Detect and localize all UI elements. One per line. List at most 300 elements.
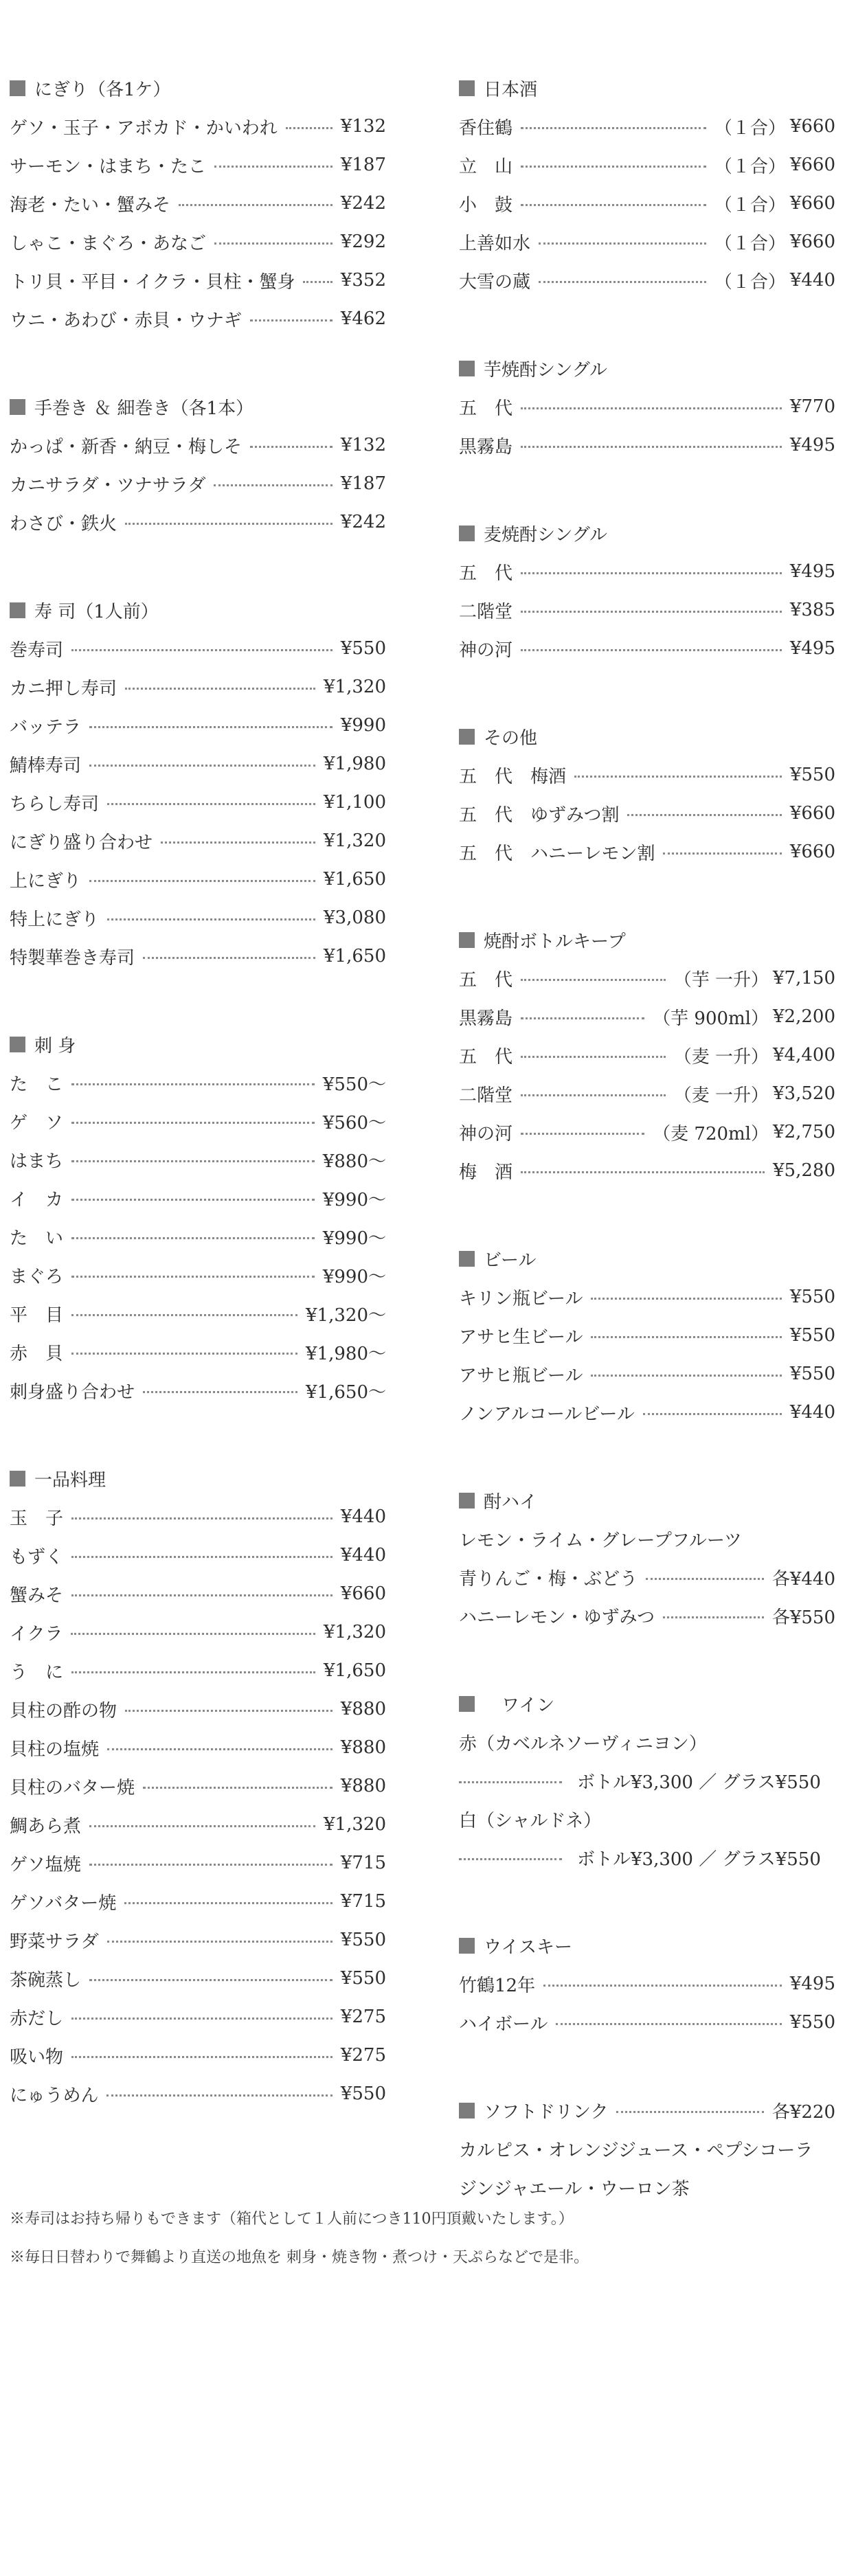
item-name: にゅうめん	[10, 2085, 99, 2106]
menu-item	[10, 668, 386, 706]
menu-item	[459, 1036, 835, 1074]
item-name: ハイボール	[459, 2013, 548, 2035]
menu-item	[10, 822, 386, 860]
section-header	[10, 69, 386, 107]
item-price: ¥1,320	[324, 831, 386, 851]
item-price: ¥560～	[322, 1112, 386, 1133]
item-price: ¥660	[789, 841, 835, 862]
menu-food-column	[10, 69, 386, 2162]
dot-leader	[521, 204, 706, 206]
menu-item	[10, 1498, 386, 1536]
item-name: しゃこ・まぐろ・あなご	[10, 233, 207, 254]
item-detail: （１合）	[714, 233, 786, 254]
menu-item	[459, 1393, 835, 1432]
menu-item	[10, 1921, 386, 1959]
item-name: 鯖棒寿司	[10, 755, 82, 776]
item-name: 神の河	[459, 1123, 513, 1144]
item-price: ¥440	[789, 1402, 835, 1423]
dot-leader	[214, 484, 332, 486]
menu-item	[459, 223, 835, 261]
dot-leader	[459, 1858, 562, 1860]
section-header	[459, 2091, 835, 2129]
item-price: ¥187	[340, 155, 386, 175]
section-header	[459, 717, 835, 756]
item-name: イクラ	[10, 1623, 63, 1645]
dot-leader	[556, 2023, 781, 2025]
section-title: その他	[484, 727, 538, 749]
note-daily-fish: ※毎日日替わりで舞鶴より直送の地魚を 刺身・焼き物・煮つけ・天ぷらなどで是非。	[10, 2248, 589, 2266]
item-detail: （１合）	[714, 194, 786, 216]
dot-leader	[663, 852, 781, 855]
dot-leader	[521, 1017, 644, 1019]
section-title: 寿 司（1人前）	[34, 601, 159, 622]
item-price: ¥660	[789, 803, 835, 824]
item-name: にぎり盛り合わせ	[10, 832, 153, 853]
section-header	[459, 1684, 835, 1723]
item-price: ¥440	[340, 1506, 386, 1527]
menu-section	[459, 1239, 835, 1432]
dot-leader	[616, 2111, 763, 2113]
item-price: ¥495	[789, 638, 835, 659]
dot-leader	[125, 688, 315, 690]
dot-leader	[250, 446, 333, 448]
menu-section	[10, 1459, 386, 2113]
item-detail: （芋 900ml）	[653, 1008, 769, 1029]
square-bullet-icon	[10, 1471, 25, 1487]
item-price: ¥550	[340, 1930, 386, 1950]
square-bullet-icon	[10, 602, 25, 618]
item-price: ¥495	[789, 435, 835, 455]
menu-section	[459, 920, 835, 1190]
item-detail: （麦 720ml）	[653, 1123, 769, 1144]
menu-item	[459, 1723, 835, 1761]
menu-item	[459, 591, 835, 629]
item-name: ちらし寿司	[10, 793, 100, 815]
menu-item	[10, 1179, 386, 1217]
item-name: 五 代 ゆずみつ割	[459, 804, 620, 826]
dot-leader	[125, 523, 333, 525]
item-price: ¥1,320	[324, 677, 386, 697]
menu-section	[459, 2091, 835, 2206]
dot-leader	[107, 803, 315, 805]
menu-item	[459, 1519, 835, 1558]
menu-item	[10, 1217, 386, 1256]
menu-item	[459, 1558, 835, 1596]
menu-item	[459, 426, 835, 464]
dot-leader	[521, 572, 782, 574]
dot-leader	[214, 242, 333, 245]
item-price: ¥1,320	[324, 1814, 386, 1835]
menu-item	[459, 833, 835, 871]
square-bullet-icon	[459, 80, 475, 96]
menu-section	[10, 387, 386, 541]
item-price: ¥3,520	[773, 1083, 835, 1104]
item-price: ¥1,650	[324, 869, 386, 890]
menu-item	[459, 1800, 835, 1838]
dot-leader	[286, 127, 333, 129]
square-bullet-icon	[459, 1696, 475, 1712]
item-name: 野菜サラダ	[10, 1931, 99, 1952]
dot-leader	[521, 1133, 644, 1135]
section-title: ソフトドリンク	[484, 2101, 609, 2123]
item-name: 刺身盛り合わせ	[10, 1381, 135, 1403]
square-bullet-icon	[10, 80, 25, 96]
dot-leader	[627, 814, 781, 816]
menu-item	[459, 1355, 835, 1393]
item-name: わさび・鉄火	[10, 513, 117, 534]
menu-item	[459, 1074, 835, 1113]
item-name: ゲソ・玉子・アボカド・かいわれ	[10, 117, 278, 139]
item-name: 蟹みそ	[10, 1585, 64, 1606]
item-name: 神の河	[459, 640, 513, 661]
dot-leader	[71, 1276, 315, 1278]
dot-leader	[543, 1985, 782, 1987]
item-name: た い	[10, 1228, 64, 1249]
menu-section	[10, 1025, 386, 1410]
menu-item	[10, 1690, 386, 1728]
dot-leader	[71, 1353, 297, 1355]
item-price: ¥550	[340, 1968, 386, 1989]
item-name: 小 鼓	[459, 194, 513, 216]
menu-drinks-column	[459, 69, 835, 2256]
section-title: 焼酎ボトルキープ	[484, 931, 626, 952]
square-bullet-icon	[459, 932, 475, 948]
item-name: カニ押し寿司	[10, 678, 117, 699]
item-name: ジンジャエール・ウーロン茶	[459, 2178, 690, 2200]
item-price: ¥550	[340, 2083, 386, 2104]
item-price: ¥2,200	[773, 1006, 835, 1027]
menu-item	[459, 107, 835, 146]
item-price: ¥1,980	[324, 754, 386, 774]
item-name: 玉 子	[10, 1508, 64, 1529]
item-name: 茶碗蒸し	[10, 1969, 82, 1991]
item-name: 特製華巻き寿司	[10, 947, 135, 969]
dot-leader	[71, 2056, 333, 2058]
dot-leader	[250, 319, 333, 321]
menu-item	[459, 1278, 835, 1316]
menu-item	[459, 1965, 835, 2003]
item-name: バッテラ	[10, 716, 82, 738]
dot-leader	[161, 841, 315, 844]
item-name: 大雪の蔵	[459, 271, 531, 293]
section-title: ワイン	[484, 1695, 555, 1716]
item-price: ¥880～	[322, 1151, 386, 1172]
menu-section	[459, 1481, 835, 1635]
dot-leader	[89, 1825, 315, 1827]
item-name: 吸い物	[10, 2046, 64, 2068]
menu-item	[10, 745, 386, 783]
section-title: 日本酒	[484, 79, 538, 100]
dot-leader	[521, 979, 666, 981]
dot-leader	[143, 1787, 333, 1789]
dot-leader	[521, 1094, 666, 1096]
item-name: 二階堂	[459, 1085, 513, 1106]
item-price: ¥132	[340, 116, 386, 137]
menu-item	[459, 2129, 835, 2168]
dot-leader	[303, 281, 332, 283]
item-price: ¥550	[789, 1364, 835, 1384]
item-detail: （１合）	[714, 271, 786, 293]
item-name: 海老・たい・蟹みそ	[10, 194, 171, 216]
menu-item	[459, 146, 835, 184]
item-price: ¥550	[789, 765, 835, 785]
dot-leader	[107, 918, 315, 920]
item-price: ¥352	[340, 270, 386, 291]
item-price: ¥990～	[322, 1266, 386, 1287]
dot-leader	[521, 1171, 765, 1173]
menu-item	[10, 503, 386, 541]
item-price: ボトル¥3,300 ／ グラス¥550	[577, 1849, 821, 1870]
dot-leader	[71, 649, 333, 651]
item-price: ¥3,080	[324, 907, 386, 928]
item-name: 赤だし	[10, 2008, 64, 2029]
section-title: 一品料理	[34, 1469, 106, 1491]
dot-leader	[125, 1710, 333, 1712]
item-name: ゲソ塩焼	[10, 1854, 81, 1875]
item-name: 貝柱のバター焼	[10, 1777, 135, 1798]
item-price: ¥550	[789, 2012, 835, 2033]
section-header	[459, 1926, 835, 1965]
section-header	[10, 1459, 386, 1498]
item-name: ハニーレモン・ゆずみつ	[459, 1607, 655, 1628]
dot-leader	[124, 1902, 333, 1904]
item-price: ¥242	[340, 512, 386, 532]
item-price: ¥550	[789, 1287, 835, 1307]
section-title: ウイスキー	[484, 1936, 572, 1958]
dot-leader	[71, 1517, 333, 1519]
item-price: ¥990～	[322, 1228, 386, 1249]
item-price: ¥1,320～	[306, 1304, 386, 1326]
menu-item	[10, 1959, 386, 1998]
dot-leader	[71, 1237, 315, 1239]
dot-leader	[89, 1864, 333, 1866]
item-name: はまち	[10, 1151, 64, 1172]
item-price: ¥275	[340, 2007, 386, 2027]
menu-item	[459, 2003, 835, 2042]
section-title: 刺 身	[34, 1035, 76, 1057]
menu-item	[459, 997, 835, 1036]
menu-item	[459, 794, 835, 833]
section-title: 手巻き ＆ 細巻き（各1本）	[34, 398, 254, 419]
section-title: にぎり（各1ケ）	[34, 79, 171, 100]
menu-section	[10, 69, 386, 338]
square-bullet-icon	[459, 1251, 475, 1267]
item-name: 梅 酒	[459, 1162, 513, 1183]
dot-leader	[459, 1781, 562, 1783]
dot-leader	[89, 765, 315, 767]
item-name: 青りんご・梅・ぶどう	[459, 1568, 638, 1590]
item-price: ¥715	[340, 1853, 386, 1873]
menu-item	[10, 899, 386, 937]
menu-item	[10, 2075, 386, 2113]
item-price: ¥1,100	[324, 792, 386, 813]
square-bullet-icon	[459, 2103, 475, 2119]
item-name: ウニ・あわび・赤貝・ウナギ	[10, 310, 243, 331]
item-name: 香住鶴	[459, 117, 513, 139]
dot-leader	[646, 1578, 764, 1580]
item-price: ¥550	[340, 638, 386, 659]
section-header	[10, 591, 386, 629]
menu-item	[10, 300, 386, 338]
menu-item	[459, 387, 835, 426]
item-price: ¥462	[340, 308, 386, 329]
item-name: 貝柱の酢の物	[10, 1700, 117, 1721]
item-detail: （１合）	[714, 117, 786, 139]
item-price: ¥132	[340, 435, 386, 455]
item-price: ¥660	[789, 116, 835, 137]
menu-item	[10, 1613, 386, 1651]
menu-item	[10, 783, 386, 822]
item-name: 竹鶴12年	[459, 1975, 536, 1996]
menu-item	[459, 1596, 835, 1635]
dot-leader	[521, 611, 782, 613]
item-price: ¥880	[340, 1699, 386, 1719]
menu-item	[10, 1805, 386, 1844]
item-name: キリン瓶ビール	[459, 1288, 583, 1309]
item-price: ¥242	[340, 193, 386, 214]
item-price: ¥1,980～	[306, 1343, 386, 1364]
item-name: 鯛あら煮	[10, 1816, 82, 1837]
item-name: 五 代	[459, 1046, 513, 1067]
section-header	[459, 1239, 835, 1278]
menu-item	[10, 1728, 386, 1767]
item-price: 各¥440	[771, 1568, 835, 1590]
item-name: ノンアルコールビール	[459, 1403, 635, 1425]
item-price: ¥187	[340, 473, 386, 494]
menu-section	[459, 1684, 835, 1877]
menu-item	[10, 1102, 386, 1140]
item-name: サーモン・はまち・たこ	[10, 156, 207, 177]
square-bullet-icon	[459, 526, 475, 541]
dot-leader	[539, 281, 706, 283]
menu-section	[459, 1926, 835, 2042]
item-price: ¥660	[340, 1583, 386, 1604]
item-name: 五 代 梅酒	[459, 766, 567, 787]
menu-item	[10, 426, 386, 464]
square-bullet-icon	[459, 729, 475, 745]
dot-leader	[71, 2018, 333, 2020]
item-price: ¥880	[340, 1776, 386, 1796]
dot-leader	[663, 1616, 764, 1618]
menu-item	[10, 706, 386, 745]
item-price: ¥770	[789, 396, 835, 417]
item-name: 五 代 ハニーレモン割	[459, 843, 655, 864]
item-price: ¥495	[789, 1974, 835, 1994]
item-name: た こ	[10, 1074, 64, 1095]
menu-section	[459, 349, 835, 464]
dot-leader	[107, 1748, 333, 1750]
item-name: イ カ	[10, 1189, 64, 1210]
item-name: ゲソバター焼	[10, 1893, 117, 1914]
item-name: う に	[10, 1662, 64, 1683]
section-header	[459, 349, 835, 387]
menu-item	[459, 1113, 835, 1151]
menu-item	[10, 1651, 386, 1690]
menu-item	[459, 629, 835, 668]
menu-item	[459, 184, 835, 223]
menu-item	[459, 756, 835, 794]
footer-notes	[10, 2198, 820, 2275]
dot-leader	[71, 1556, 333, 1558]
menu-item	[459, 1151, 835, 1190]
dot-leader	[643, 1413, 782, 1415]
menu-item	[10, 1998, 386, 2036]
item-name: かっぱ・新香・納豆・梅しそ	[10, 436, 243, 457]
square-bullet-icon	[459, 361, 475, 376]
item-name: 平 目	[10, 1304, 64, 1326]
item-price: ¥1,650	[324, 946, 386, 967]
item-name: もずく	[10, 1546, 64, 1568]
item-price: ¥440	[340, 1545, 386, 1566]
section-title: 酎ハイ	[484, 1491, 538, 1513]
item-name: カニサラダ・ツナサラダ	[10, 475, 206, 496]
dot-leader	[71, 1199, 315, 1201]
item-price: ¥275	[340, 2045, 386, 2066]
item-name: 上善如水	[459, 233, 531, 254]
menu-item	[10, 184, 386, 223]
dot-leader	[574, 776, 782, 778]
section-header	[10, 1025, 386, 1063]
dot-leader	[521, 649, 782, 651]
item-price: ¥1,320	[324, 1622, 386, 1642]
section-header	[10, 387, 386, 426]
item-name: 黒霧島	[459, 436, 513, 457]
menu-item	[459, 1838, 835, 1877]
item-price: ¥660	[789, 231, 835, 252]
dot-leader	[179, 204, 333, 206]
menu-item	[459, 959, 835, 997]
menu-item	[10, 2036, 386, 2075]
item-price: ¥1,650	[324, 1660, 386, 1681]
item-name: 五 代	[459, 563, 513, 584]
menu-section	[459, 69, 835, 300]
item-price: ¥990	[340, 715, 386, 736]
item-price: 各¥550	[771, 1607, 835, 1628]
item-name: 特上にぎり	[10, 909, 100, 930]
item-name: 二階堂	[459, 601, 513, 622]
dot-leader	[143, 957, 315, 959]
dot-leader	[71, 1160, 315, 1162]
menu-item	[10, 1256, 386, 1294]
menu-item	[10, 1536, 386, 1574]
section-header	[459, 69, 835, 107]
note-takeout: ※寿司はお持ち帰りもできます（箱代として１人前につき110円頂戴いたします。）	[10, 2210, 574, 2228]
menu-section	[10, 591, 386, 975]
item-name: カルピス・オレンジジュース・ペプシコーラ	[459, 2140, 813, 2161]
dot-leader	[521, 407, 782, 409]
item-detail: （麦 一升）	[673, 1085, 769, 1106]
square-bullet-icon	[459, 1493, 475, 1509]
item-price: ¥2,750	[773, 1122, 835, 1142]
dot-leader	[71, 1671, 315, 1673]
item-price: ¥660	[789, 193, 835, 214]
section-price: 各¥220	[771, 2101, 835, 2123]
item-price: ¥550	[789, 1325, 835, 1346]
menu-item	[459, 261, 835, 300]
section-header	[459, 1481, 835, 1519]
square-bullet-icon	[10, 399, 25, 415]
dot-leader	[214, 166, 333, 168]
menu-item	[459, 1761, 835, 1800]
dot-leader	[591, 1375, 781, 1377]
dot-leader	[71, 1314, 297, 1316]
item-price: ¥385	[789, 600, 835, 620]
menu-item	[10, 107, 386, 146]
menu-item	[10, 1294, 386, 1333]
dot-leader	[539, 242, 706, 245]
menu-item	[10, 261, 386, 300]
dot-leader	[71, 1122, 315, 1124]
